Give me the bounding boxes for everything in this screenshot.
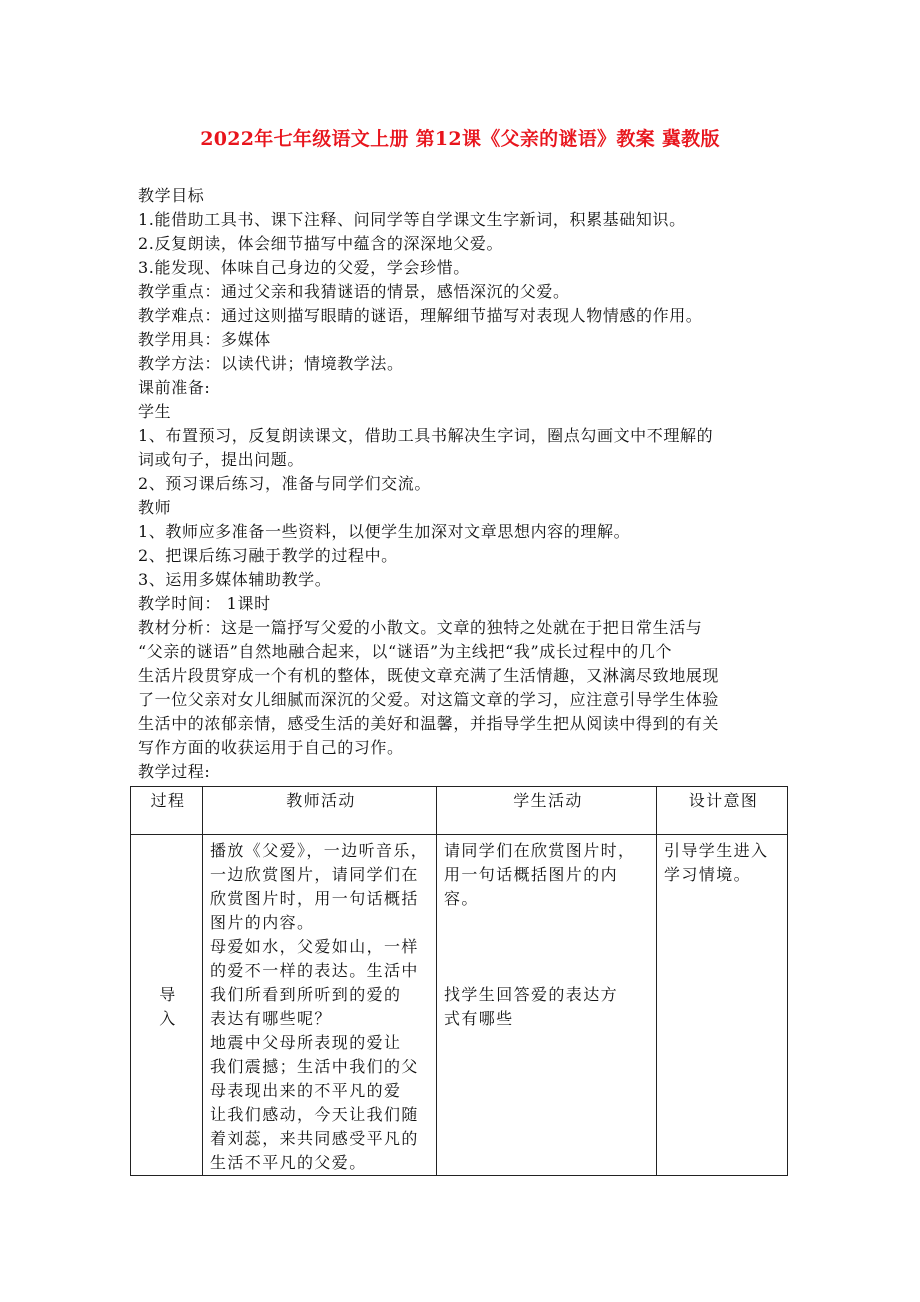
teaching-process-table xyxy=(130,786,788,1176)
cell-text-line: 母爱如水，父爱如山，一样 xyxy=(210,937,419,956)
text-line: 学生 xyxy=(138,402,172,421)
text-line: 3.能发现、体味自己身边的父爱，学会珍惜。 xyxy=(138,258,470,277)
table-header-row xyxy=(131,787,788,835)
text-line: 1、教师应多准备一些资料，以便学生加深对文章思想内容的理解。 xyxy=(138,522,631,541)
text-line: 教学方法：以读代讲；情境教学法。 xyxy=(138,354,404,373)
cell-text-line: 式有哪些 xyxy=(444,1009,514,1028)
text-line: 2.反复朗读，体会细节描写中蕴含的深深地父爱。 xyxy=(138,234,504,253)
cell-text-line: 找学生回答爱的表达方 xyxy=(444,985,619,1004)
stage-text: 导 xyxy=(159,985,177,1004)
document-title: 2022年七年级语文上册 第12课《父亲的谜语》教案 冀教版 xyxy=(200,128,720,150)
text-line: 教学用具：多媒体 xyxy=(138,330,271,349)
text-line: 2、把课后练习融于教学的过程中。 xyxy=(138,546,398,565)
cell-text-line: 用一句话概括图片的内 xyxy=(444,865,619,884)
cell-design-intent xyxy=(657,835,788,1176)
cell-text-line: 学习情境。 xyxy=(664,865,752,884)
cell-text-line: 地震中父母所表现的爱让 xyxy=(210,1033,402,1052)
header-teacher-activity: 教师活动 xyxy=(203,787,437,835)
cell-text-line: 着刘蕊，来共同感受平凡的 xyxy=(210,1129,419,1148)
text-line: 教师 xyxy=(138,498,172,517)
text-line: 1、布置预习，反复朗读课文，借助工具书解决生字词，圈点勾画文中不理解的 xyxy=(138,426,714,445)
text-line: 教学重点：通过父亲和我猜谜语的情景，感悟深沉的父爱。 xyxy=(138,282,570,301)
document-body xyxy=(138,184,788,784)
text-line: 教学过程: xyxy=(138,762,211,781)
cell-text-line: 引导学生进入 xyxy=(664,841,769,860)
text-line: 3、运用多媒体辅助教学。 xyxy=(138,570,332,589)
text-line: 2、预习课后练习，准备与同学们交流。 xyxy=(138,474,431,493)
cell-text-line: 我们震撼；生活中我们的父 xyxy=(210,1057,419,1076)
text-line: 教学难点：通过这则描写眼睛的谜语，理解细节描写对表现人物情感的作用。 xyxy=(138,306,703,325)
text-line: 课前准备: xyxy=(138,378,211,397)
cell-text-line: 的爱不一样的表达。生活中 xyxy=(210,961,419,980)
cell-text-line: 图片的内容。 xyxy=(210,913,315,932)
header-design-intent: 设计意图 xyxy=(657,787,788,835)
cell-text-line: 我们所看到所听到的爱的 xyxy=(210,985,402,1004)
text-line: 教材分析：这是一篇抒写父爱的小散文。文章的独特之处就在于把日常生活与 xyxy=(138,618,703,637)
header-student-activity: 学生活动 xyxy=(437,787,657,835)
cell-text-line: 生活不平凡的父爱。 xyxy=(210,1153,367,1172)
cell-text-line: 欣赏图片时，用一句话概括 xyxy=(210,889,419,908)
cell-text-line: 让我们感动，今天让我们随 xyxy=(210,1105,419,1124)
cell-text-line: 表达有哪些呢？ xyxy=(210,1009,332,1028)
stage-text: 入 xyxy=(159,1009,177,1028)
cell-text-line: 母表现出来的不平凡的爱 xyxy=(210,1081,402,1100)
text-line: 写作方面的收获运用于自己的习作。 xyxy=(138,738,404,757)
text-line: “父亲的谜语”自然地融合起来，以“谜语”为主线把“我”成长过程中的几个 xyxy=(138,642,673,661)
cell-text-line: 请同学们在欣赏图片时， xyxy=(444,841,636,860)
cell-text-line: 播放《父爱》，一边听音乐， xyxy=(210,841,429,860)
text-line: 教学时间： 1课时 xyxy=(138,594,271,613)
cell-text-line: 一边欣赏图片，请同学们在 xyxy=(210,865,419,884)
text-line: 生活片段贯穿成一个有机的整体，既使文章充满了生活情趣，又淋漓尽致地展现 xyxy=(138,666,720,685)
table-row xyxy=(131,835,788,1176)
text-line: 词或句子，提出问题。 xyxy=(138,450,305,469)
cell-text-line: 容。 xyxy=(444,889,479,908)
text-line: 生活中的浓郁亲情，感受生活的美好和温馨，并指导学生把从阅读中得到的有关 xyxy=(138,714,720,733)
cell-student-activity xyxy=(437,835,657,1176)
text-line: 1.能借助工具书、课下注释、问同学等自学课文生字新词，积累基础知识。 xyxy=(138,210,686,229)
text-line: 教学目标 xyxy=(138,186,205,205)
cell-teacher-activity xyxy=(203,835,437,1176)
cell-stage xyxy=(131,835,203,1176)
header-stage: 过程 xyxy=(131,787,203,835)
text-line: 了一位父亲对女儿细腻而深沉的父爱。对这篇文章的学习，应注意引导学生体验 xyxy=(138,690,720,709)
